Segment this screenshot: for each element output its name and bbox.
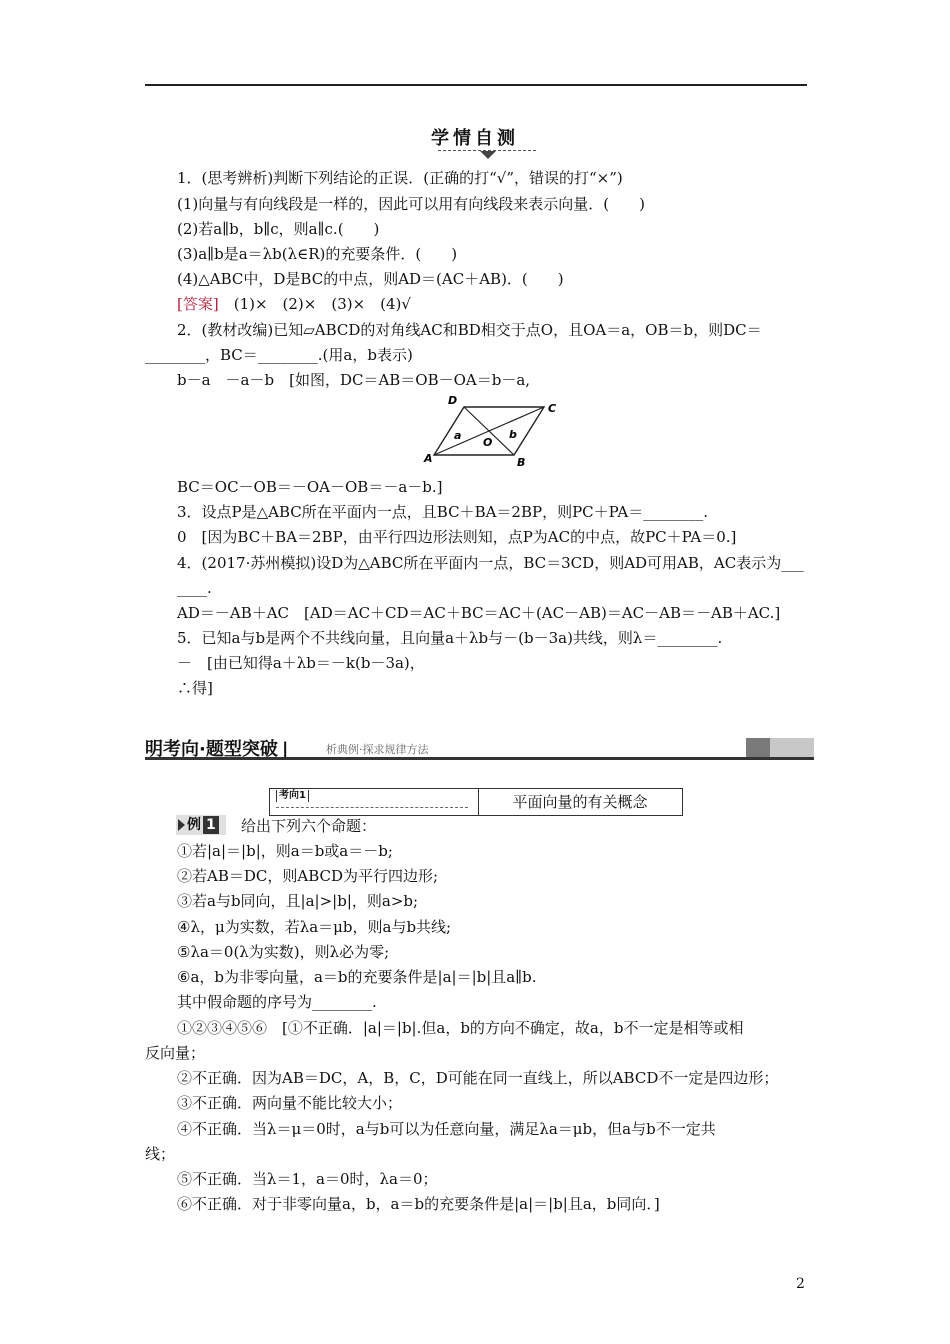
parallelogram-figure [420, 392, 560, 470]
banner-title: 明考向·题型突破 | [145, 739, 289, 760]
proposition-2: ②若AB＝DC，则ABCD为平行四边形; [177, 867, 439, 885]
solution-2: ②不正确．因为AB＝DC，A，B，C，D可能在同一直线上，所以ABCD不一定是四边形； [177, 1069, 779, 1087]
q2-line-1: 2．(教材改编)已知▱ABCD的对角线AC和BD相交于点O，且OA＝a，OB＝b，则DC＝ [177, 321, 762, 339]
header-rule [145, 84, 807, 86]
label-vec-a: a [454, 429, 462, 442]
proposition-6: ⑥a，b为非零向量，a＝b的充要条件是|a|＝|b|且a∥b. [177, 968, 537, 986]
label-c: C [548, 402, 557, 415]
proposition-4: ④λ，μ为实数，若λa＝μb，则a与b共线; [177, 918, 452, 936]
q1-statement-4: (4)△ABC中，D是BC的中点，则AD＝(AC＋AB)．( ) [177, 270, 564, 288]
solution-6: ⑥不正确．对于非零向量a，b，a＝b的充要条件是|a|＝|b|且a，b同向．] [177, 1195, 660, 1213]
q4-line-1: 4．(2017·苏州模拟)设D为△ABC所在平面内一点，BC＝3CD，则AD可用AB，AC表示为___ [177, 554, 804, 572]
section-arrow-icon [480, 151, 496, 159]
q2-answer-1: b－a －a－b [如图，DC＝AB＝OB－OA＝b－a, [177, 371, 531, 389]
q4-answer: AD＝－AB＋AC [AD＝AC＋CD＝AC＋BC＝AC＋(AC－AB)＝AC－AB＝－AB＋AC.] [177, 604, 781, 622]
q5-line-1: 5．已知a与b是两个不共线向量，且向量a＋λb与－(b－3a)共线，则λ＝________. [177, 629, 723, 647]
q1-answer-line [177, 294, 411, 314]
topic-box [269, 788, 683, 816]
section-title: 学情自测 [431, 128, 519, 149]
solution-3: ③不正确．两向量不能比较大小； [177, 1094, 403, 1112]
solution-5: ⑤不正确．当λ＝1，a＝0时，λa＝0； [177, 1170, 438, 1188]
proposition-5: ⑤λa＝0(λ为实数)，则λ必为零; [177, 943, 390, 961]
label-b: B [517, 456, 526, 469]
solution-4a: ④不正确．当λ＝μ＝0时，a与b可以为任意向量，满足λa＝μb，但a与b不一定共 [177, 1120, 716, 1138]
q4-line-2: ____. [177, 579, 212, 597]
q1-stem: 1．(思考辨析)判断下列结论的正误．(正确的打“√”，错误的打“×”) [177, 169, 623, 187]
banner-bar-light [770, 738, 814, 758]
example-arrow-icon [178, 819, 185, 831]
q3-answer: 0 [因为BC＋BA＝2BP，由平行四边形法则知，点P为AC的中点，故PC＋PA＝0.] [177, 528, 737, 546]
q1-statement-1: (1)向量与有向线段是一样的，因此可以用有向线段来表示向量．( ) [177, 195, 645, 213]
solution-1a: ①②③④⑤⑥ [①不正确．|a|＝|b|.但a，b的方向不确定，故a，b不一定是相等或相 [177, 1019, 744, 1037]
proposition-1: ①若|a|＝|b|，则a＝b或a＝－b; [177, 842, 393, 860]
q2-answer-2: BC＝OC－OB＝－OA－OB＝－a－b.] [177, 478, 443, 496]
topic-tag: 考向1 [276, 790, 309, 802]
banner-subtitle: 析典例·探求规律方法 [326, 743, 429, 756]
topic-tag-underline [276, 807, 468, 808]
page-number: 2 [796, 1276, 805, 1292]
label-a: A [424, 452, 433, 465]
q1-statement-2: (2)若a∥b，b∥c，则a∥c.( ) [177, 220, 380, 238]
example-intro: 给出下列六个命题： [241, 817, 377, 835]
banner-rule [145, 757, 814, 760]
proposition-3: ③若a与b同向，且|a|>|b|，则a>b; [177, 892, 419, 910]
label-o: O [483, 436, 493, 449]
q1-statement-3: (3)a∥b是a＝λb(λ∈R)的充要条件．( ) [177, 245, 458, 263]
q1-answer: (1)× (2)× (3)× (4)√ [218, 295, 411, 313]
label-d: D [448, 394, 458, 407]
banner-bar-dark [746, 738, 770, 758]
solution-4b: 线； [145, 1145, 176, 1163]
answer-tag: [答案] [177, 295, 219, 313]
q5-answer-1: － [由已知得a＋λb＝－k(b－3a)， [177, 654, 425, 672]
example-question: 其中假命题的序号为________. [177, 993, 377, 1011]
q3-line-1: 3．设点P是△ABC所在平面内一点，且BC＋BA＝2BP，则PC＋PA＝________. [177, 503, 708, 521]
example-tag: 例 1 [176, 815, 226, 835]
label-vec-b: b [509, 428, 517, 441]
topic-title: 平面向量的有关概念 [512, 793, 648, 811]
q5-answer-2: ∴得] [177, 679, 213, 697]
q2-line-2: ________，BC＝________.(用a，b表示) [145, 346, 413, 364]
solution-1b: 反向量； [145, 1044, 206, 1062]
